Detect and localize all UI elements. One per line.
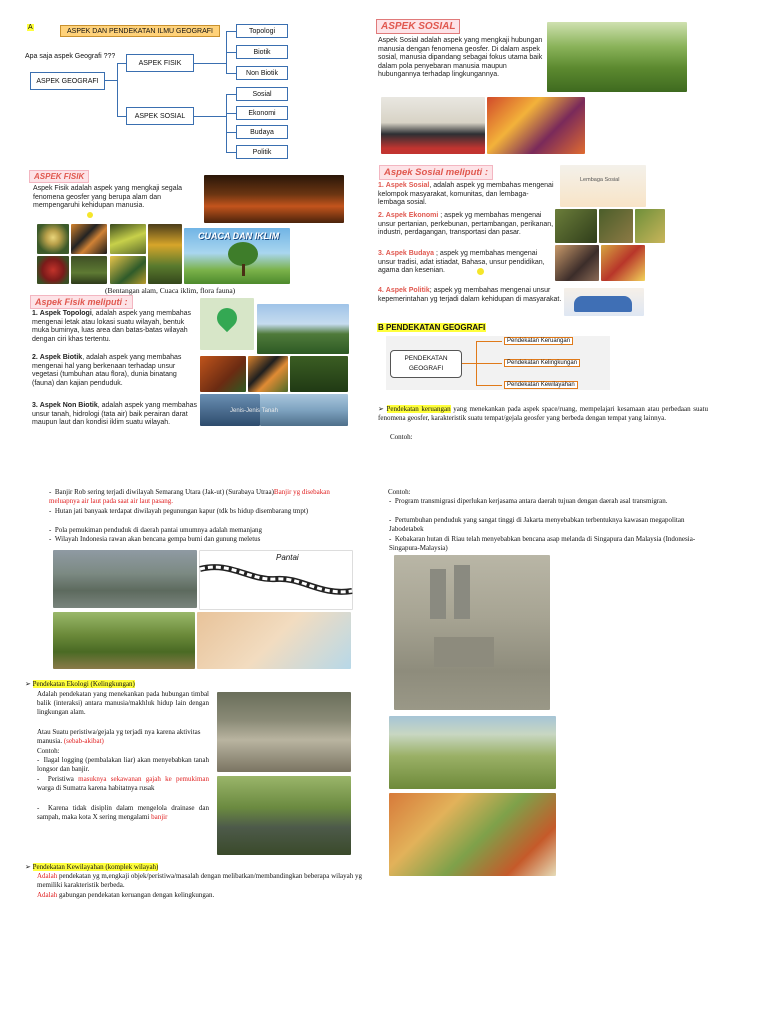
fisik-item-3: 3. Aspek Non Biotik, adalah aspek yang membahas unsur tanah, hidrologi (tata air) baik perairan darat maupun laut dan kondisi iklim suatu wilayah. xyxy=(32,402,197,426)
tree-icon xyxy=(228,242,258,266)
aspek-fisik-text: Aspek Fisik adalah aspek yang mengkaji segala fenomena geosfer yang berupa alam dan mempengaruhi kehidupan manusia. xyxy=(33,185,183,209)
arrow-icon: ➢ xyxy=(25,680,31,688)
mindmap-fisik: ASPEK FISIK xyxy=(126,54,194,72)
government-photo xyxy=(381,97,485,154)
right-contoh: Contoh: xyxy=(388,488,411,496)
transmigration-photo xyxy=(389,716,556,789)
aspek-fisik-heading: ASPEK FISIK xyxy=(29,170,89,183)
region-map xyxy=(389,793,556,876)
mindmap-root: ASPEK GEOGRAFI xyxy=(30,72,105,90)
ekologi-def2: Atau Suatu peristiwa/gejala yg terjadi nya karena aktivitas manusia. (sebab-akibat) xyxy=(37,728,201,745)
pantai-label: Pantai xyxy=(276,553,299,562)
rice-terrace-photo xyxy=(547,22,687,92)
mindmap-question: Apa saja aspek Geografi ??? xyxy=(25,53,116,60)
weather-banner: CUACA DAN IKLIM xyxy=(198,231,280,241)
tiger-photo xyxy=(71,224,107,254)
cursor-dot xyxy=(87,212,93,218)
aspek-sosial-heading: ASPEK SOSIAL xyxy=(376,19,460,34)
mindmap-title: ASPEK DAN PENDEKATAN ILMU GEOGRAFI xyxy=(60,25,220,37)
left-example-1: - Banjir Rob sering terjadi diwilayah Semarang Utara (Jak-ut) (Surabaya Utraa)Banjir yg disebakan meluapnya air laut pada saat air laut pasang. xyxy=(49,488,330,505)
coast-diagram xyxy=(199,550,353,610)
map-pin-photo xyxy=(200,298,254,350)
kewilayahan-heading: Pendekatan Kewilayahan (komplek wilayah) xyxy=(32,863,159,871)
economy-photo-3 xyxy=(635,209,665,243)
mindmap-item-non-biotik: Non Biotik xyxy=(236,66,288,80)
sosial-item-4: 4. Aspek Politik; aspek yg membahas mengenai unsur kepemerintahan yg terjadi dalam kehidupan di masyarakat. xyxy=(378,287,562,303)
sosial-item-1: 1. Aspek Sosial, adalah aspek yg membahas mengenai kelompok masyarakat, komunitas, dan lembaga-lembaga sosial. xyxy=(378,182,554,206)
arrow-icon: ➢ xyxy=(25,863,31,871)
rafflesia-photo xyxy=(37,256,69,284)
left-example-4: - Wilayah Indonesia rawan akan bencana gempa bumi dan gunung meletus xyxy=(49,535,261,543)
map-pin-icon xyxy=(213,304,241,332)
flora-photo-1 xyxy=(110,224,146,254)
right-example-2: - Pertumbuhan penduduk yang sangat tinggi di Jakarta menyebabkan terbentuknya kawasan megapolitan Jabodetabek xyxy=(389,516,685,533)
kewilayahan-line-1: Adalah pendekatan yg m,engkaji objek/peristiwa/masalah dengan melibatkan/membandingkan beberapa wilayah yg memiliki karakteristik berbeda. xyxy=(37,872,363,889)
sosial-meliputi-heading: Aspek Sosial meliputi : xyxy=(379,165,493,180)
section-letter-a: A xyxy=(28,24,33,31)
sosial-item-2: 2. Aspek Ekonomi ; aspek yg membahas mengenai unsur pertanian, perkebunan, pertambangan, perikanan, industri, perdagangan, transportasi dan pasar. xyxy=(378,212,554,236)
right-example-3: - Kebakaran hutan di Riau telah menyebabkan bencana asap melanda di Singapura dan Malaysia (Indonesia-Singapura-Malaysia) xyxy=(389,535,696,552)
fisik-item-1: 1. Aspek Topologi, adalah aspek yang membahas mengenai letak atau lokasi suatu wilayah, bentuk muka buminya, luas area dan batas-batas wilayah dengan ciri khas tertentu. xyxy=(32,310,192,343)
ekologi-item-3: - Karena tidak disiplin dalam mengelola drainase dan sampah, maka kota X sering mengalami banjir xyxy=(37,804,209,821)
ekologi-def: Adalah pendekatan yang menekankan pada hubungan timbal balik (interaksi) antara manusia/makhluk hidup lain dengan lingkungan alam. xyxy=(37,690,209,716)
mountain-photo xyxy=(257,304,349,354)
flora-photo-4 xyxy=(148,224,182,284)
politics-photo xyxy=(564,288,644,316)
flora-photo-3 xyxy=(110,256,146,284)
landslide-photo xyxy=(217,692,351,772)
fisik-item-2: 2. Aspek Biotik, adalah aspek yang membahas mengenai hal yang berkenaan terhadap unsur vegetasi (tumbuhan atau flora), dunia binatang (fauna) dan kajian penduduk. xyxy=(32,354,182,387)
mindmap-item-topologi: Topologi xyxy=(236,24,288,38)
mindmap-item-politik: Politik xyxy=(236,145,288,159)
lembaga-label: Lembaga Sosial xyxy=(580,177,620,183)
aspek-fisik-caption: (Bentangan alam, Cuaca iklim, flora fauna) xyxy=(105,286,236,295)
forest-photo xyxy=(290,356,348,392)
pendekatan-heading: B PENDEKATAN GEOGRAFI xyxy=(378,323,486,332)
fauna-photo-1 xyxy=(37,224,69,254)
mindmap-sosial: ASPEK SOSIAL xyxy=(126,107,194,125)
right-example-1: - Program transmigrasi diperlukan kerjasama antara daerah tujuan dengan daerah asal transmigran. xyxy=(389,497,668,505)
pendekatan-item-kelingkungan: Pendekatan Kelingkungan xyxy=(504,359,580,367)
sosial-item-3: 3. Aspek Budaya ; aspek yg membahas mengenai unsur tradisi, adat istiadat, Bahasa, unsur pendidikan, agama dan kesenian. xyxy=(378,250,545,274)
ekologi-heading-row xyxy=(25,680,135,689)
haze-photo xyxy=(394,555,550,710)
economy-photo-2 xyxy=(599,209,633,243)
cursor-dot-2 xyxy=(477,268,484,275)
ekologi-item-2: - Peristiwa masuknya sekawanan gajah ke pemukiman warga di Sumatra karena habitatnya rusak xyxy=(37,775,209,792)
mindmap-item-sosial: Sosial xyxy=(236,87,288,101)
soil-label: Jenis-Jenis Tanah xyxy=(230,408,278,414)
ekologi-contoh: Contoh: xyxy=(37,747,60,755)
culture-photo xyxy=(487,97,585,154)
economy-photo-1 xyxy=(555,209,597,243)
arrow-icon: ➢ xyxy=(378,405,384,413)
fisik-meliputi-heading: Aspek Fisik meliputi : xyxy=(30,295,133,309)
culture-photo-2 xyxy=(555,245,599,281)
lampung-map xyxy=(197,612,351,669)
lembaga-sosial-photo xyxy=(560,165,646,207)
ekologi-heading: Pendekatan Ekologi (Kelingkungan) xyxy=(32,680,135,688)
mindmap-item-budaya: Budaya xyxy=(236,125,288,139)
ekologi-item-1: - Ilagal logging (pembalakan liar) akan menyebabkan tanah longsor dan banjir. xyxy=(37,756,209,773)
tiger-photo-2 xyxy=(248,356,288,392)
weather-climate-photo xyxy=(184,228,290,284)
soil-photo xyxy=(230,394,348,426)
flora-photo-2 xyxy=(71,256,107,284)
keruangan-contoh: Contoh: xyxy=(390,433,413,441)
pendekatan-box: PENDEKATAN GEOGRAFI xyxy=(390,350,462,378)
left-example-2: - Hutan jati banyaak terdapat diwilayah pegunungan kapur (tdk bs hidup disembarang tmpt) xyxy=(49,507,309,515)
teak-forest-photo xyxy=(53,612,195,669)
mindmap-item-biotik: Biotik xyxy=(236,45,288,59)
orangutan-photo xyxy=(200,356,246,392)
kewilayahan-heading-row xyxy=(25,863,158,872)
left-example-3: - Pola pemukiman penduduk di daerah pantai umumnya adalah memanjang xyxy=(49,526,263,534)
elephants-photo xyxy=(217,776,351,855)
kewilayahan-line-2: Adalah gabungan pendekatan keruangan dengan kelingkungan. xyxy=(37,891,215,899)
pendekatan-item-keruangan: Pendekatan Keruangan xyxy=(504,337,573,345)
mindmap-item-ekonomi: Ekonomi xyxy=(236,106,288,120)
dance-photo xyxy=(601,245,645,281)
pendekatan-item-kewilayahan: Pendekatan Kewilayahan xyxy=(504,381,578,389)
aspek-sosial-text: Aspek Sosial adalah aspek yang mengkaji hubungan manusia dengan fenomena geosfer. Di dalam aspek sosial, manusia dipandang sebagai fokus utama baik dalam pola penyebaran manusia maupun hubungannya terhadap lingkungannya. xyxy=(378,37,543,78)
flood-photo xyxy=(53,550,197,608)
canyon-photo xyxy=(204,175,344,223)
keruangan-paragraph: ➢ Pendekatan keruangan yang menekankan pada aspek space/ruang, mempelajari kesamaan atau perbedaan suatu fenomena geosfer, karakteristik suatu tempat/gejala geosfer yang berbeda dengan tempat yang lainnya. xyxy=(378,405,709,422)
